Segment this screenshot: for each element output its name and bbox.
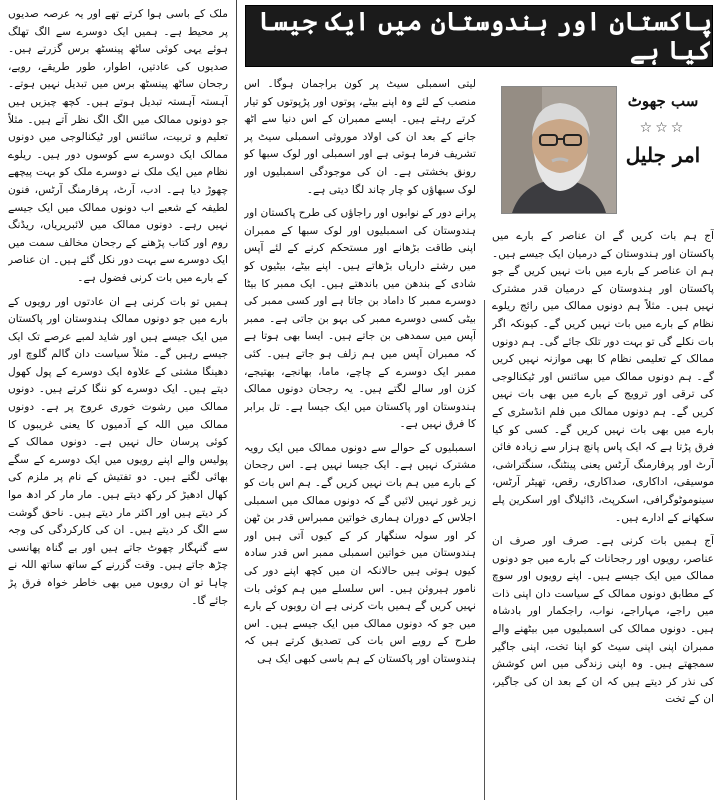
headline-banner [246, 6, 712, 66]
author-box [493, 78, 713, 218]
byline [619, 90, 707, 168]
author-photo [501, 86, 617, 214]
right-paragraph-2: آج ہمیں بات کرنی ہے۔ صرف اور صرف ان عناصر، رویوں اور رجحانات کے بارے میں جو دونوں ممالک میں ایک جیسے ہیں۔ اپنے رویوں اور سوچ کے مطابق دونوں ممالک کے سیاست دان اپنی ذات میں راجے، مہاراجے، نواب، راجکمار اور بادشاہ ہیں۔ دونوں ممالک کی اسمبلیوں میں بیٹھنے والے ممبران اپنی اپنی سیٹ کو اپنا تخت، اپنی جاگیر سمجھتے ہیں۔ وہ اپنی زندگی میں اس کوشش کی نذر کر دیتے ہیں کہ ان کے بعد ان کی جاگیر، ان کے تخت [492, 535, 714, 706]
middle-paragraph-3: اسمبلیوں کے حوالے سے دونوں ممالک میں ایک رویہ مشترک نہیں ہے۔ ایک جیسا نہیں ہے۔ اس رجحان کے بارے میں ہم بات نہیں کریں گے۔ ہم اس بات کو زیر غور نہیں لائیں گے کہ دونوں ممالک میں اسمبلی اجلاس کے دوران ہماری خواتین ممبراس قدر بن ٹھن کر اور سولہ سنگھار کر کے کیوں آتی ہیں اور ہندوستان میں خواتین اسمبلی ممبر اس قدر سادہ کیوں ہوتی ہیں حالانکہ ان میں کچھ اپنے دور کی نامور ہیروئن ہیں۔ اس سلسلے میں ہم کوئی بات نہیں کریں گے ہمیں بات کرنی ہے ان رویوں کے بارے میں جو کہ دونوں ممالک میں ایک جیسے ہیں۔ اس طرح کے رویے اس بات کی تصدیق کرتے ہیں کہ ہندوستان اور پاکستان کے ہم باسی کبھی ایک ہی [244, 441, 476, 665]
left-article-column [8, 6, 228, 796]
column-name: سب جھوٹ [627, 92, 699, 110]
headline-title: پاکستان اور ہندوستان میں ایک جیسا کیا ہے [258, 7, 712, 65]
middle-article-column [244, 76, 476, 796]
left-paragraph-1: ملک کے باسی ہوا کرتے تھے اور یہ عرصہ صدیوں پر محیط ہے۔ ہمیں ایک دوسرے سے الگ تھلگ ہوئے یہی کوئی ساٹھ پینسٹھ برس گزرتے ہیں۔ صدیوں کی عادتیں، اطوار، طور طریقے، رویے، رجحان ساٹھ پینسٹھ برس میں تبدیل نہیں ہوتے۔ آہستہ آہستہ تبدیل ہوتے ہیں۔ کچھ چیزیں ہیں جو دونوں ممالک میں الگ الگ نظر آتے ہیں۔ مثلاً تعلیم و تربیت، سائنس اور ٹیکنالوجی میں دونوں ممالک ایک دوسرے سے کوسوں دور ہیں۔ ریلوے نظام میں ایک ملک نے دوسرے ملک کو بہت پیچھے چھوڑ دیا ہے۔ ادب، آرٹ، پرفارمنگ آرٹس، فنون لطیفہ کے شعبے اب دونوں ممالک میں ایک جیسے نہیں رہے۔ دونوں ممالک میں لائبریریاں، ریڈنگ روم اور کتاب پڑھنے کے رجحان مخالف سمت میں ایک دوسرے سے بہت دور نکل گئے ہیں۔ ان عناصر کے بارے میں بات کرنی فضول ہے۔ [8, 8, 228, 284]
left-paragraph-2: ہمیں تو بات کرنی ہے ان عادتوں اور رویوں کے بارے میں جو دونوں ممالک ہندوستان اور پاکستان میں ایک جیسے ہیں اور شاید لمبے عرصے تک ایک جیسے رہیں گے۔ مثلاً سیاست دان گالم گلوچ اور دھینگا مشتی کے علاوہ ایک دوسرے کے پول کھول دیتے ہیں۔ ایک دوسرے کو ننگا کرتے ہیں۔ دونوں ممالک میں رشوت خوری عروج پر ہے۔ دونوں ممالک میں اللہ کے آدمیوں کا یعنی غریبوں کا کوئی پرسان حال نہیں ہے۔ دونوں ممالک کے پولیس والے اپنے رویوں میں ایک دوسرے کے سگے بھائی لگتے ہیں۔ دو تفتیش کے نام پر ملزم کی کھال ادھیڑ کر رکھ دیتے ہیں۔ مار مار کر ادھ موا کر دیتے ہیں اور اکثر مار دیتے ہیں۔ ناحق گوشت سے الگ کر دیتے ہیں۔ ان کی کارکردگی کی وجہ سے گنہگار چھوٹ جاتے ہیں اور بے گناہ پھانسی چڑھ جاتے ہیں۔ وقت گزرنے کے ساتھ ساتھ اللہ نے چاہا تو ان رویوں میں بھی خاطر خواہ فرق پڑ جائے گا۔ [8, 295, 228, 607]
column-divider [484, 300, 485, 800]
right-paragraph-1: آج ہم بات کریں گے ان عناصر کے بارے میں پاکستان اور ہندوستان کے درمیان ایک جیسے ہیں۔ ہم ان عناصر کے بارے میں بات نہیں کریں گے جو پاکستان اور ہندوستان کے درمیان قدر مشترک نہیں ہیں۔ مثلاً ہم دونوں ممالک میں رائج ریلوے نظام کے بارے میں بات نہیں کریں گے۔ کیونکہ اگر بات نکلے گی تو بہت دور تلک جائے گی۔ ہم دونوں ممالک کے تعلیمی نظام کا بھی موازنہ نہیں کریں گے۔ ہم دونوں ممالک میں سائنس اور ٹیکنالوجی کی ترقی اور ترویج کے بارے میں بھی بات نہیں کریں گے۔ ہم دونوں ممالک میں فلم انڈسٹری کے بارے میں بھی بات نہیں کریں گے۔ کسی کو کیا فرق پڑتا ہے کہ ایک پاس پانچ ہزار سے زیادہ فائن آرٹ اور پرفارمنگ آرٹس یعنی پینٹنگ، سنگتراشی، موسیقی، اداکاری، صداکاری، رقص، تھیٹر آرٹس، سینوموٹوگرافی، اسکرپٹ، ڈائیلاگ اور اسکرین پلے سکھانے کے ادارے ہیں۔ [492, 230, 714, 524]
stars-icon: ☆☆☆ [639, 120, 687, 136]
right-article-column [492, 228, 714, 798]
middle-paragraph-2: پرانے دور کے نوابوں اور راجاؤں کی طرح پاکستان اور ہندوستان کی اسمبلیوں اور لوک سبھا کے ممبران اپنی طاقت بڑھانے اور مستحکم کرنے کے لئے آپس میں رشتے داریاں بڑھاتے ہیں۔ اپنے بیٹے، بیٹیوں کو شادی کے بندھن میں باندھتے ہیں۔ ایک ممبر کا بیٹا دوسرے ممبر کا داماد بن جاتا ہے اور کسی ممبر کی بیٹی کسی دوسرے ممبر کی بہو بن جاتی ہے۔ ممبر آپس میں سمدھی بن جاتے ہیں۔ ایسا بھی ہوتا ہے کہ ممبران آپس میں ہم زلف ہو جاتے ہیں۔ کئی ممبر ایک دوسرے کے چاچے، ماما، بھانجے، بھتیجے، کزن اور سالے لگتے ہیں۔ یہ رجحان دونوں ممالک ہندوستان اور پاکستان میں ایک جیسا ہے۔ تل برابر کا فرق نہیں ہے۔ [244, 207, 476, 431]
author-name: امر جلیل [625, 143, 701, 167]
author-portrait-icon [502, 87, 616, 213]
middle-paragraph-1: لیتی اسمبلی سیٹ پر کون براجمان ہوگا۔ اس منصب کے لئے وہ اپنے بیٹے، پوتوں اور پڑپوتوں کو تیار کرتے رہتے ہیں۔ ایسے ممبران کے اس دنیا سے اٹھ جانے کے بعد ان کی اولاد موروثی اسمبلی سیٹ پر تشریف فرما ہوتی ہے اور اسمبلی اور لوک سبھا کو رونق بخشتی ہے۔ ان کی موجودگی اسمبلیوں اور لوک سبھاؤں کو چار چاند لگا دیتی ہے۔ [244, 78, 476, 196]
column-divider [236, 0, 237, 800]
